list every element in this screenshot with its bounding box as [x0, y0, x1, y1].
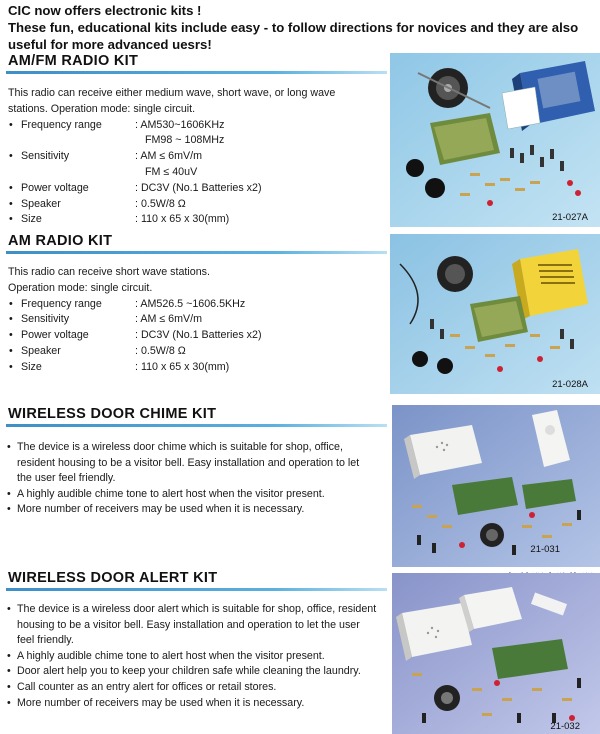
bullet-icon: • [9, 118, 13, 131]
feature-line: A highly audible chime tone to alert host when the visitor present. [17, 649, 325, 662]
description-line: Operation mode: single circuit. [8, 281, 153, 294]
feature-item [6, 602, 376, 649]
spec-label: Sensitivity [21, 313, 70, 326]
kit-title: AM RADIO KIT [8, 233, 113, 249]
feature-item [6, 440, 359, 487]
bullet-icon: • [9, 181, 13, 194]
spec-value: : DC3V (No.1 Batteries x2) [135, 181, 262, 194]
intro-line-2: These fun, educational kits include easy - to follow directions for novices and they are also [8, 20, 579, 35]
description-line: This radio can receive either medium wave, short wave, or long wave [8, 87, 336, 99]
feature-line: resident housing to be a visitor bell. Easy installation and operation to let [17, 456, 360, 469]
kit-features [6, 440, 359, 518]
feature-item [6, 696, 376, 712]
spec-value: : 0.5W/8 Ω [135, 197, 186, 210]
spec-label: Speaker [21, 197, 61, 210]
kit-features [6, 602, 376, 711]
bullet-icon: • [9, 197, 13, 210]
spec-label: Power voltage [21, 181, 89, 194]
spec-value: : AM526.5 ~1606.5KHz [135, 297, 246, 310]
bullet-icon: • [9, 313, 13, 326]
description-line: stations. Operation mode: single circuit. [8, 102, 196, 115]
spec-label: Sensitivity [21, 150, 70, 163]
bullet-icon: • [9, 213, 13, 226]
product-code: 21-028A [552, 379, 588, 390]
spec-row [8, 344, 210, 360]
spec-row [8, 149, 335, 165]
radio-kit-image [390, 53, 600, 227]
spec-extra: FM ≤ 40uV [145, 165, 198, 178]
spec-label: Size [21, 213, 42, 226]
feature-line: feel friendly. [17, 634, 74, 647]
kit-title: AM/FM RADIO KIT [8, 53, 139, 69]
feature-item [6, 649, 376, 665]
spec-label: Power voltage [21, 329, 89, 342]
bullet-icon: • [7, 487, 11, 500]
title-divider [6, 588, 387, 591]
kit-title: WIRELESS DOOR CHIME KIT [8, 406, 217, 422]
kit-photo [390, 53, 600, 227]
bullet-icon: • [9, 360, 13, 373]
feature-line: More number of receivers may be used when it is necessary. [17, 696, 305, 709]
bullet-icon: • [7, 649, 11, 662]
spec-row [8, 197, 335, 213]
spec-label: Frequency range [21, 118, 102, 131]
feature-item [6, 680, 376, 696]
feature-item [6, 664, 376, 680]
kit-title: WIRELESS DOOR ALERT KIT [8, 570, 218, 586]
feature-line: Door alert help you to keep your children safe while cleaning the laundry. [17, 665, 361, 678]
bullet-icon: • [7, 603, 11, 615]
bullet-icon: • [7, 665, 11, 678]
spec-row [8, 297, 246, 313]
feature-line: The device is a wireless door alert which is suitable for shop, office, resident [17, 603, 377, 615]
feature-line: The device is a wireless door chime which is suitable for shop, office, [17, 441, 343, 453]
door-alert-kit-image [392, 573, 600, 734]
bullet-icon: • [7, 680, 11, 693]
radio-kit-image [390, 234, 600, 394]
product-code: 21-031 [530, 544, 560, 555]
kit-am-radio [0, 232, 600, 394]
description-line: This radio can receive short wave stations. [8, 266, 210, 278]
spec-value: : AM ≤ 6mV/m [135, 150, 203, 163]
spec-label: Frequency range [21, 297, 102, 310]
spec-value: : 110 x 65 x 30(mm) [135, 213, 230, 226]
kit-photo [392, 405, 600, 567]
feature-item [6, 502, 359, 518]
kit-door-alert [0, 569, 600, 734]
spec-value: : DC3V (No.1 Batteries x2) [135, 329, 262, 342]
intro-block [8, 2, 596, 53]
spec-value: : AM530~1606KHz [135, 118, 225, 131]
kit-photo [390, 234, 600, 394]
bullet-icon: • [9, 344, 13, 357]
kit-details [8, 86, 335, 228]
spec-row [8, 118, 335, 134]
feature-item [6, 487, 359, 503]
spec-row [8, 212, 335, 228]
bullet-icon: • [7, 696, 11, 709]
spec-value: : 110 x 65 x 30(mm) [135, 360, 230, 373]
title-divider [6, 424, 387, 427]
kit-door-chime [0, 405, 600, 568]
feature-line: housing to be a visitor bell. Easy installation and operation to let the user [17, 618, 360, 631]
bullet-icon: • [9, 329, 13, 342]
feature-line: the user feel friendly. [17, 472, 116, 485]
title-divider [6, 251, 387, 254]
intro-line-1: CIC now offers electronic kits ! [8, 3, 202, 18]
bullet-icon: • [9, 297, 13, 310]
feature-line: A highly audible chime tone to alert host when the visitor present. [17, 487, 325, 500]
bullet-icon: • [9, 150, 13, 163]
door-chime-kit-image [392, 405, 600, 567]
bullet-icon: • [7, 503, 11, 516]
spec-row [8, 312, 210, 328]
spec-value: : AM ≤ 6mV/m [135, 313, 203, 326]
spec-value: : 0.5W/8 Ω [135, 344, 186, 357]
spec-label: Speaker [21, 344, 61, 357]
spec-extra: FM98 ~ 108MHz [145, 134, 225, 147]
product-code: 21-032 [550, 721, 580, 732]
bullet-icon: • [7, 441, 11, 453]
spec-row [8, 360, 230, 376]
intro-line-3: useful for more advanced uesrs! [8, 37, 212, 52]
spec-row [8, 328, 262, 344]
product-code: 21-027A [552, 212, 588, 223]
title-divider [6, 71, 387, 74]
feature-line: More number of receivers may be used when it is necessary. [17, 503, 305, 516]
spec-row [8, 181, 335, 197]
spec-label: Size [21, 360, 42, 373]
feature-line: Call counter as an entry alert for offices or retail stores. [17, 680, 277, 693]
kit-photo [392, 573, 600, 734]
kit-details [8, 265, 262, 376]
kit-amfm-radio [0, 52, 600, 228]
